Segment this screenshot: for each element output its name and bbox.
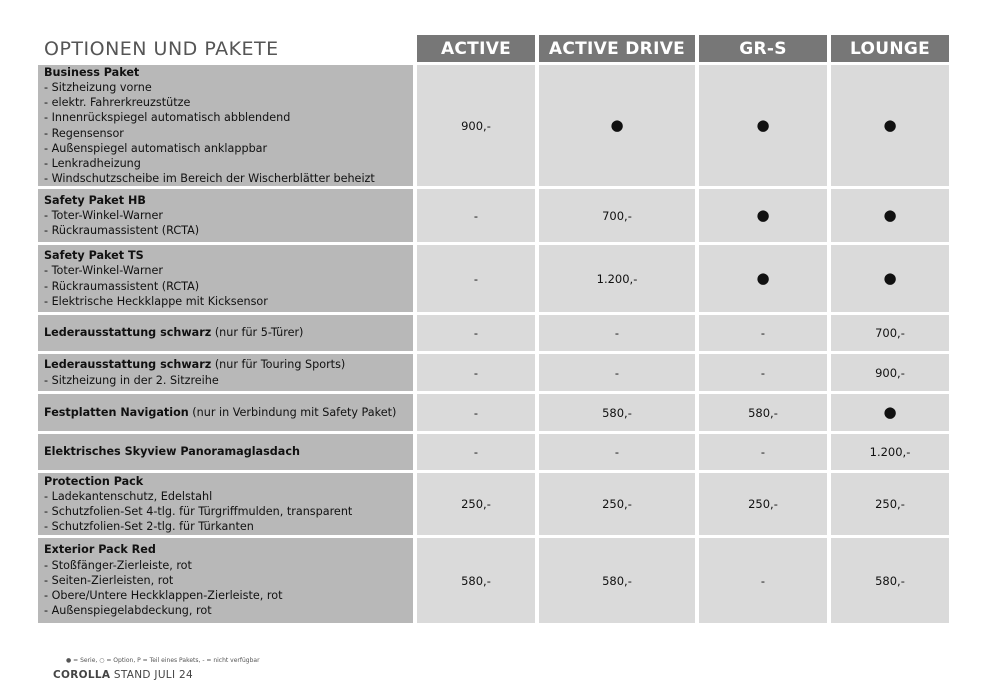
price-value: 250,- — [748, 497, 778, 511]
package-cell — [38, 315, 413, 351]
price-value: - — [473, 365, 479, 380]
column-header-active-drive: ACTIVE DRIVE — [539, 35, 695, 62]
standard-dot-icon: ● — [756, 206, 770, 224]
value-cell — [699, 473, 827, 535]
package-item: - Regensensor — [44, 126, 124, 140]
package-item: - Außenspiegelabdeckung, rot — [44, 604, 212, 618]
package-item: - Obere/Untere Heckklappen-Zierleiste, rot — [44, 589, 283, 603]
value-cell — [831, 354, 949, 391]
package-note: (nur für Touring Sports) — [211, 358, 346, 372]
value-cell — [417, 189, 535, 242]
standard-dot-icon: ● — [610, 116, 624, 134]
price-value: 700,- — [602, 208, 632, 223]
package-cell — [38, 473, 413, 535]
package-title — [44, 405, 407, 420]
package-note: (nur für 5-Türer) — [211, 326, 304, 340]
value-cell — [831, 189, 949, 242]
price-value: 250,- — [875, 497, 905, 511]
package-title — [44, 474, 407, 489]
value-cell — [699, 354, 827, 391]
options-table — [38, 35, 949, 623]
value-cell — [417, 245, 535, 312]
footer-date: STAND JULI 24 — [113, 669, 193, 681]
price-value: - — [473, 445, 479, 459]
standard-dot-icon: ● — [883, 116, 897, 134]
value-cell — [417, 65, 535, 186]
price-value: 580,- — [461, 573, 491, 588]
value-cell — [417, 434, 535, 470]
package-item: - Sitzheizung in der 2. Sitzreihe — [44, 373, 219, 387]
package-item: - elektr. Fahrerkreuzstütze — [44, 96, 191, 110]
value-cell — [539, 245, 695, 312]
value-cell — [539, 65, 695, 186]
price-value: - — [760, 573, 766, 588]
value-cell — [539, 434, 695, 470]
package-note: (nur in Verbindung mit Safety Paket) — [188, 405, 397, 419]
column-header-gr-s: GR-S — [699, 35, 827, 62]
value-cell — [539, 354, 695, 391]
standard-dot-icon: ● — [883, 269, 897, 287]
package-cell — [38, 354, 413, 391]
package-item: - Toter-Winkel-Warner — [44, 264, 163, 278]
price-value: - — [473, 208, 479, 223]
package-item: - Windschutzscheibe im Bereich der Wischerblätter beheizt — [44, 172, 375, 186]
package-cell — [38, 434, 413, 470]
value-cell — [539, 189, 695, 242]
package-name: Safety Paket HB — [44, 193, 146, 207]
value-cell — [831, 394, 949, 431]
package-cell — [38, 538, 413, 623]
package-name: Elektrisches Skyview Panoramaglasdach — [44, 445, 300, 459]
value-cell — [539, 538, 695, 623]
value-cell — [699, 538, 827, 623]
package-name: Lederausstattung schwarz — [44, 326, 212, 340]
package-item: - Rückraumassistent (RCTA) — [44, 279, 200, 293]
header-spacer — [38, 35, 413, 62]
price-value: - — [473, 405, 479, 420]
package-item: - Ladekantenschutz, Edelstahl — [44, 489, 213, 503]
price-value: 1.200,- — [869, 445, 911, 459]
footer — [53, 669, 193, 681]
price-value: 580,- — [602, 405, 632, 420]
package-name: Lederausstattung schwarz — [44, 358, 212, 372]
package-cell — [38, 65, 413, 186]
standard-dot-icon: ● — [883, 403, 897, 421]
legend: ● = Serie, ○ = Option, P = Teil eines Pakets, - = nicht verfügbar — [66, 657, 260, 664]
price-value: - — [760, 365, 766, 380]
value-cell — [699, 245, 827, 312]
package-item: - Sitzheizung vorne — [44, 80, 152, 94]
standard-dot-icon: ● — [756, 269, 770, 287]
package-title — [44, 444, 407, 459]
price-value: 1.200,- — [596, 271, 638, 286]
package-item: - Seiten-Zierleisten, rot — [44, 573, 174, 587]
value-cell — [539, 315, 695, 351]
value-cell — [539, 473, 695, 535]
value-cell — [417, 315, 535, 351]
price-value: - — [473, 326, 479, 340]
package-cell — [38, 394, 413, 431]
value-cell — [417, 394, 535, 431]
price-value: - — [473, 271, 479, 286]
value-cell — [417, 538, 535, 623]
value-cell — [831, 315, 949, 351]
column-header-lounge: LOUNGE — [831, 35, 949, 62]
package-item: - Elektrische Heckklappe mit Kicksensor — [44, 294, 268, 308]
package-title — [44, 357, 407, 372]
price-value: 900,- — [461, 118, 491, 133]
package-name: Protection Pack — [44, 474, 144, 488]
footer-model: COROLLA — [53, 669, 111, 681]
package-item: - Lenkradheizung — [44, 156, 141, 170]
price-value: 580,- — [602, 573, 632, 588]
value-cell — [699, 189, 827, 242]
value-cell — [417, 473, 535, 535]
package-item: - Außenspiegel automatisch anklappbar — [44, 141, 268, 155]
value-cell — [417, 354, 535, 391]
price-value: - — [760, 326, 766, 340]
value-cell — [699, 315, 827, 351]
value-cell — [699, 434, 827, 470]
package-item: - Schutzfolien-Set 4-tlg. für Türgriffmulden, transparent — [44, 505, 353, 518]
price-value: - — [760, 445, 766, 459]
price-value: 250,- — [461, 497, 491, 511]
price-value: 580,- — [875, 573, 905, 588]
package-cell — [38, 245, 413, 312]
value-cell — [539, 394, 695, 431]
price-value: - — [614, 445, 620, 459]
value-cell — [831, 65, 949, 186]
package-name: Safety Paket TS — [44, 249, 144, 263]
package-item: - Schutzfolien-Set 2-tlg. für Türkanten — [44, 520, 254, 534]
package-title — [44, 248, 407, 263]
column-header-active: ACTIVE — [417, 35, 535, 62]
value-cell — [831, 434, 949, 470]
package-name: Business Paket — [44, 65, 140, 79]
price-value: 580,- — [748, 405, 778, 420]
package-item: - Rückraumassistent (RCTA) — [44, 224, 200, 238]
package-title — [44, 325, 407, 340]
package-title — [44, 542, 407, 557]
page-title: OPTIONEN UND PAKETE — [44, 38, 279, 60]
value-cell — [699, 394, 827, 431]
package-title — [44, 193, 407, 208]
price-value: 250,- — [602, 497, 632, 511]
value-cell — [699, 65, 827, 186]
value-cell — [831, 473, 949, 535]
package-cell — [38, 189, 413, 242]
value-cell — [831, 538, 949, 623]
package-item: - Stoßfänger-Zierleiste, rot — [44, 558, 192, 572]
package-name: Festplatten Navigation — [44, 405, 189, 419]
price-value: - — [614, 326, 620, 340]
price-value: 700,- — [875, 326, 905, 340]
package-item: - Toter-Winkel-Warner — [44, 208, 163, 222]
value-cell — [831, 245, 949, 312]
package-item: - Innenrückspiegel automatisch abblendend — [44, 111, 291, 125]
price-value: 900,- — [875, 365, 905, 380]
standard-dot-icon: ● — [756, 116, 770, 134]
standard-dot-icon: ● — [883, 206, 897, 224]
package-name: Exterior Pack Red — [44, 543, 156, 557]
package-title — [44, 65, 407, 80]
price-value: - — [614, 365, 620, 380]
